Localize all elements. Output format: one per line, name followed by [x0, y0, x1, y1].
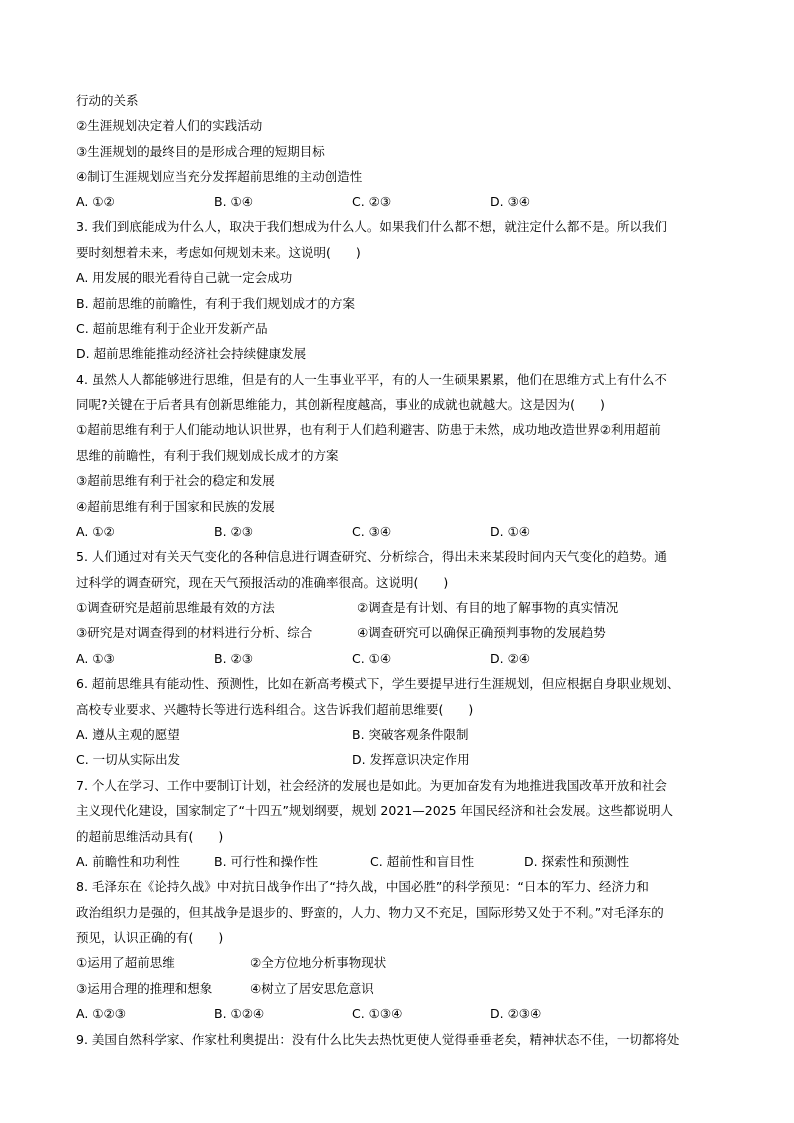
- q7-option-c: C. 超前性和盲目性: [370, 854, 475, 869]
- q8-statement: ④树立了居安思危意识: [250, 981, 374, 996]
- q5-statement: ③研究是对调查得到的材料进行分析、综合: [76, 625, 313, 640]
- q3-option-a: A. 用发展的眼光看待自己就一定会成功: [76, 270, 293, 285]
- question-7-stem: 7. 个人在学习、工作中要制订计划，社会经济的发展也是如此。为更加奋发有为地推进我国改革开放和社会: [76, 778, 667, 793]
- question-4-stem: 4. 虽然人人都能够进行思维，但是有的人一生事业平平，有的人一生硕果累累，他们在思维方式上有什么不: [76, 372, 667, 387]
- q5-option-d: D. ②④: [490, 651, 530, 666]
- q8-statement: ③运用合理的推理和想象: [76, 981, 213, 996]
- q5-statement: ①调查研究是超前思维最有效的方法: [76, 600, 275, 615]
- q8-option-a: A. ①②③: [76, 1006, 126, 1021]
- q4-statement: ③超前思维有利于社会的稳定和发展: [76, 473, 275, 488]
- q4-statement: 思维的前瞻性，有利于我们规划成长成才的方案: [76, 448, 339, 463]
- text-line: ④制订生涯规划应当充分发挥超前思维的主动创造性: [76, 169, 363, 184]
- q6-option-a: A. 遵从主观的愿望: [76, 727, 180, 742]
- q4-option-b: B. ②③: [214, 524, 253, 539]
- question-9-stem: 9. 美国自然科学家、作家杜利奥提出：没有什么比失去热忱更使人觉得垂垂老矣，精神状态不佳，一切都将处: [76, 1032, 680, 1047]
- text-line: ③生涯规划的最终目的是形成合理的短期目标: [76, 144, 325, 159]
- question-3-stem: 要时刻想着未来，考虑如何规划未来。这说明( ): [76, 245, 361, 260]
- q5-option-a: A. ①③: [76, 651, 115, 666]
- question-5-stem: 过科学的调查研究，现在天气预报活动的准确率很高。这说明( ): [76, 575, 449, 590]
- question-4-stem: 同呢?关键在于后者具有创新思维能力，其创新程度越高，事业的成就也就越大。这是因为( ): [76, 397, 605, 412]
- q4-option-c: C. ③④: [352, 524, 392, 539]
- q8-statement: ②全方位地分析事物现状: [250, 955, 387, 970]
- q6-option-c: C. 一切从实际出发: [76, 752, 181, 767]
- q6-option-b: B. 突破客观条件限制: [352, 727, 469, 742]
- question-7-stem: 的超前思维活动具有( ): [76, 829, 224, 844]
- text-line: 行动的关系: [76, 93, 139, 108]
- q4-statement: ④超前思维有利于国家和民族的发展: [76, 499, 275, 514]
- q7-option-a: A. 前瞻性和功利性: [76, 854, 180, 869]
- q8-statement: ①运用了超前思维: [76, 955, 175, 970]
- text-line: ②生涯规划决定着人们的实践活动: [76, 118, 263, 133]
- question-6-stem: 高校专业要求、兴趣特长等进行选科组合。这告诉我们超前思维要( ): [76, 702, 474, 717]
- q3-option-d: D. 超前思维能推动经济社会持续健康发展: [76, 346, 307, 361]
- question-8-stem: 预见，认识正确的有( ): [76, 930, 224, 945]
- q8-option-c: C. ①③④: [352, 1006, 403, 1021]
- q5-option-c: C. ①④: [352, 651, 392, 666]
- q4-statement: ①超前思维有利于人们能动地认识世界，也有利于人们趋利避害、防患于未然，成功地改造世界②利用超前: [76, 422, 661, 437]
- q5-statement: ④调查研究可以确保正确预判事物的发展趋势: [357, 625, 606, 640]
- q7-option-d: D. 探索性和预测性: [524, 854, 630, 869]
- q7-option-b: B. 可行性和操作性: [214, 854, 319, 869]
- q8-option-d: D. ②③④: [490, 1006, 542, 1021]
- question-8-stem: 政治组织力是强的，但其战争是退步的、野蛮的，人力、物力又不充足，国际形势又处于不利。”对毛泽东的: [76, 905, 664, 920]
- question-3-stem: 3. 我们到底能成为什么人，取决于我们想成为什么人。如果我们什么都不想，就注定什么都不是。所以我们: [76, 219, 667, 234]
- q4-option-a: A. ①②: [76, 524, 115, 539]
- q6-option-d: D. 发挥意识决定作用: [352, 752, 470, 767]
- q2-option-d: D. ③④: [490, 194, 530, 209]
- question-7-stem: 主义现代化建设，国家制定了“十四五”规划纲要，规划 2021—2025 年国民经济和社会发展。这些都说明人: [76, 803, 674, 818]
- q4-option-d: D. ①④: [490, 524, 530, 539]
- question-6-stem: 6. 超前思维具有能动性、预测性，比如在新高考模式下，学生要提早进行生涯规划，但应根据自身职业规划、: [76, 676, 680, 691]
- q2-option-b: B. ①④: [214, 194, 253, 209]
- q3-option-b: B. 超前思维的前瞻性，有利于我们规划成才的方案: [76, 296, 356, 311]
- q5-statement: ②调查是有计划、有目的地了解事物的真实情况: [357, 600, 619, 615]
- q3-option-c: C. 超前思维有利于企业开发新产品: [76, 321, 268, 336]
- q5-option-b: B. ②③: [214, 651, 253, 666]
- q2-option-c: C. ②③: [352, 194, 392, 209]
- question-5-stem: 5. 人们通过对有关天气变化的各种信息进行调查研究、分析综合，得出未来某段时间内天气变化的趋势。通: [76, 549, 667, 564]
- q8-option-b: B. ①②④: [214, 1006, 265, 1021]
- q2-option-a: A. ①②: [76, 194, 115, 209]
- question-8-stem: 8. 毛泽东在《论持久战》中对抗日战争作出了“持久战，中国必胜”的科学预见：“日本的军力、经济力和: [76, 879, 649, 894]
